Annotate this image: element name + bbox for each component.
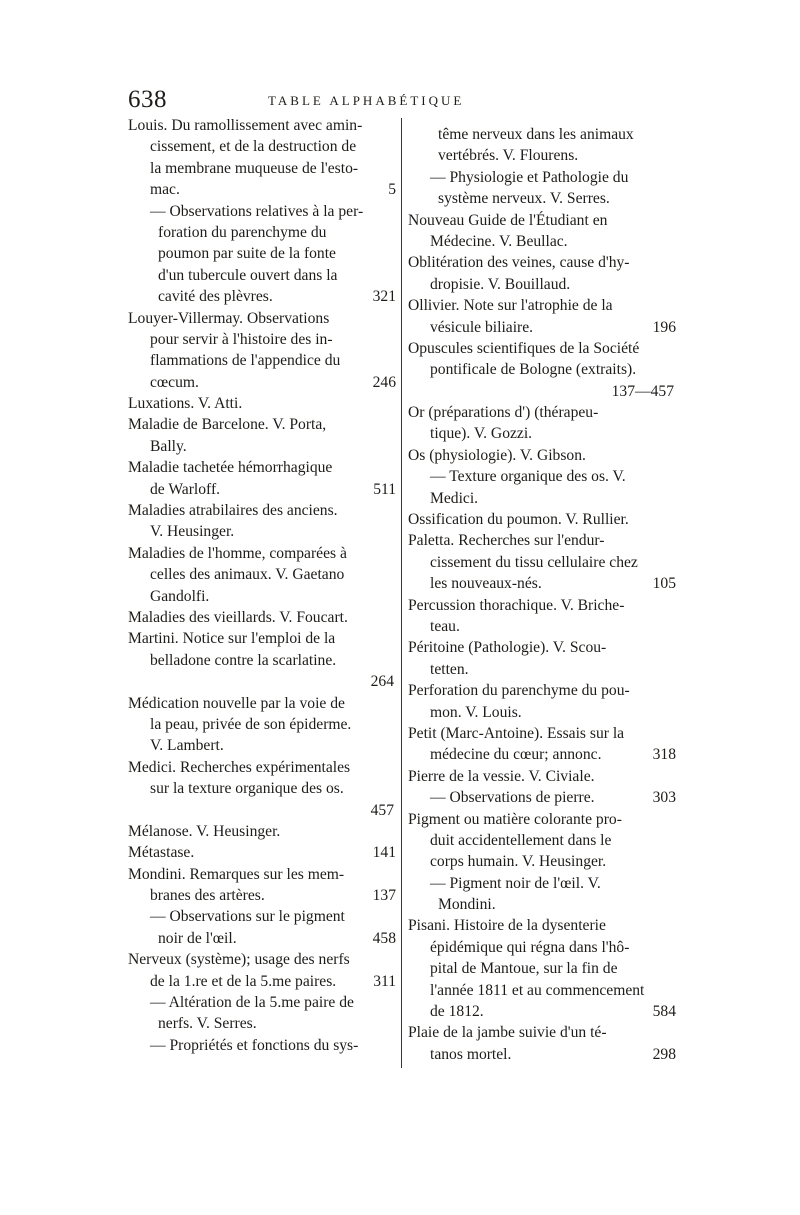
entry-line (128, 201, 398, 222)
page-header (128, 86, 680, 116)
entry-line (128, 543, 398, 564)
index-entry (408, 530, 678, 594)
page-reference: 264 (370, 673, 394, 691)
entry-line (408, 766, 678, 787)
index-entry (128, 543, 398, 607)
entry-line (408, 637, 678, 658)
page-reference: 5 (388, 181, 396, 199)
index-entry (128, 821, 398, 842)
entry-line (128, 778, 398, 799)
index-entry (408, 915, 678, 1022)
index-entry (408, 766, 678, 809)
left-column (128, 115, 398, 1056)
entry-text: Or (préparations d') (thérapeu- (408, 404, 599, 422)
entry-text: la membrane muqueuse de l'esto- (150, 159, 359, 177)
entry-line (408, 359, 678, 380)
entry-text: Mélanose. V. Heusinger. (128, 822, 281, 840)
entry-line (408, 530, 678, 551)
entry-line (408, 317, 678, 338)
index-entry (408, 680, 678, 723)
entry-text: Nouveau Guide de l'Étudiant en (408, 211, 608, 229)
index-entry (408, 509, 678, 530)
entry-text: Os (physiologie). V. Gibson. (408, 446, 586, 464)
page-reference: 321 (372, 288, 396, 306)
entry-text: mon. V. Louis. (430, 703, 522, 721)
entry-line (128, 992, 398, 1013)
entry-line (408, 466, 678, 487)
entry-line (128, 885, 398, 906)
page-reference: 457 (370, 801, 394, 819)
entry-line (408, 680, 678, 701)
entry-text: de la 1.re et de la 5.me paires. (150, 972, 337, 990)
entry-line (408, 937, 678, 958)
page-reference: 196 (652, 318, 676, 336)
entry-text: Pierre de la vessie. V. Civiale. (408, 767, 595, 785)
entry-text: tetten. (430, 660, 469, 678)
entry-line (408, 402, 678, 423)
entry-text: Pigment ou matière colorante pro- (408, 810, 622, 828)
entry-text: Opuscules scientifiques de la Société (408, 339, 640, 357)
entry-text: les nouveaux-nés. (430, 575, 542, 593)
entry-text: poumon par suite de la fonte (158, 245, 336, 263)
index-entry (408, 124, 678, 210)
entry-line (128, 479, 398, 500)
entry-text: cœcum. (150, 373, 199, 391)
entry-line (128, 1035, 398, 1056)
entry-text: Perforation du parenchyme du pou- (408, 682, 630, 700)
entry-text: Péritoine (Pathologie). V. Scou- (408, 639, 607, 657)
entry-text: d'un tubercule ouvert dans la (158, 266, 338, 284)
entry-line (128, 906, 398, 927)
entry-text: dropisie. V. Bouillaud. (430, 275, 571, 293)
index-entry (128, 393, 398, 414)
entry-text: Percussion thorachique. V. Briche- (408, 596, 625, 614)
entry-text: Paletta. Recherches sur l'endur- (408, 532, 605, 550)
entry-line (408, 915, 678, 936)
entry-line (408, 787, 678, 808)
entry-line (408, 573, 678, 594)
entry-line (408, 552, 678, 573)
entry-text: l'année 1811 et au commencement (430, 981, 645, 999)
entry-line (128, 628, 398, 649)
entry-text: Martini. Notice sur l'emploi de la (128, 630, 336, 648)
index-entry (408, 445, 678, 509)
entry-text: cissement du tissu cellulaire chez (430, 553, 638, 571)
index-entry (408, 595, 678, 638)
entry-line (408, 338, 678, 359)
entry-line (128, 243, 398, 264)
entry-text: flammations de l'appendice du (150, 352, 341, 370)
entry-line (128, 521, 398, 542)
column-divider (401, 118, 402, 1068)
entry-line (408, 809, 678, 830)
index-entry (408, 252, 678, 295)
entry-text: V. Heusinger. (150, 523, 235, 541)
entry-text: foration du parenchyme du (158, 223, 327, 241)
entry-text: Pisani. Histoire de la dysenterie (408, 917, 606, 935)
entry-text: Oblitération des veines, cause d'hy- (408, 254, 630, 272)
entry-line (408, 252, 678, 273)
entry-text: Luxations. V. Atti. (128, 395, 243, 413)
entry-line (128, 564, 398, 585)
entry-line (128, 693, 398, 714)
entry-line (128, 136, 398, 157)
entry-line (408, 980, 678, 1001)
entry-text: — Propriétés et fonctions du sys- (150, 1036, 359, 1054)
entry-line (128, 179, 398, 200)
entry-line (128, 436, 398, 457)
entry-line (408, 958, 678, 979)
entry-text: — Physiologie et Pathologie du (430, 168, 629, 186)
entry-line (408, 188, 678, 209)
entry-text: Petit (Marc-Antoine). Essais sur la (408, 724, 625, 742)
entry-text: — Observations de pierre. (430, 789, 595, 807)
entry-line (128, 800, 398, 821)
index-entry (128, 115, 398, 308)
entry-line (128, 393, 398, 414)
entry-text: Bally. (150, 437, 187, 455)
entry-line (128, 971, 398, 992)
entry-line (128, 842, 398, 863)
index-entry (408, 809, 678, 916)
entry-line (128, 286, 398, 307)
entry-text: tême nerveux dans les animaux (438, 126, 634, 143)
entry-line (128, 928, 398, 949)
entry-text: Plaie de la jambe suivie d'un té- (408, 1024, 607, 1042)
entry-line (128, 864, 398, 885)
entry-line (128, 650, 398, 671)
running-title: TABLE ALPHABÉTIQUE (268, 93, 465, 108)
entry-text: Medici. Recherches expérimentales (128, 758, 351, 776)
entry-line (128, 308, 398, 329)
entry-line (408, 616, 678, 637)
entry-line (128, 265, 398, 286)
entry-text: belladone contre la scarlatine. (150, 651, 337, 669)
entry-text: cavité des plèvres. (158, 288, 273, 306)
entry-text: vertébrés. V. Flourens. (438, 147, 579, 165)
entry-text: la peau, privée de son épiderme. (150, 715, 352, 733)
entry-text: de 1812. (430, 1003, 484, 1021)
entry-line (128, 414, 398, 435)
index-entry (128, 693, 398, 757)
page-reference: 458 (372, 929, 396, 947)
entry-text: Medici. (430, 489, 479, 507)
entry-text: — Observations relatives à la per- (150, 202, 364, 220)
entry-text: médecine du cœur; annonc. (430, 746, 602, 764)
index-entry (408, 1022, 678, 1065)
entry-line (128, 607, 398, 628)
entry-text: nerfs. V. Serres. (158, 1015, 257, 1033)
index-entry (128, 607, 398, 628)
page-reference: 511 (373, 480, 396, 498)
page-reference: 105 (652, 575, 676, 593)
page-reference: 311 (373, 972, 396, 990)
entry-line (128, 158, 398, 179)
entry-line (128, 821, 398, 842)
entry-line (408, 210, 678, 231)
entry-line (408, 445, 678, 466)
entry-line (128, 1013, 398, 1034)
entry-text: Médication nouvelle par la voie de (128, 694, 345, 712)
entry-text: sur la texture organique des os. (150, 780, 344, 798)
entry-line (408, 894, 678, 915)
entry-text: pour servir à l'histoire des in- (150, 330, 333, 348)
index-entry (408, 402, 678, 445)
entry-text: Ossification du poumon. V. Rullier. (408, 511, 629, 529)
entry-text: — Texture organique des os. V. (430, 468, 626, 486)
entry-line (128, 949, 398, 970)
index-entry (408, 338, 678, 402)
page-reference: 137 (372, 887, 396, 905)
entry-line (128, 350, 398, 371)
entry-line (128, 735, 398, 756)
entry-text: de Warloff. (150, 480, 221, 498)
entry-line (408, 1001, 678, 1022)
index-entry (408, 295, 678, 338)
page-number: 638 (128, 86, 167, 113)
entry-text: Mondini. Remarques sur les mem- (128, 865, 345, 883)
entry-text: Nerveux (système); usage des nerfs (128, 951, 350, 969)
entry-line (408, 595, 678, 616)
entry-text: pital de Mantoue, sur la fin de (430, 960, 618, 978)
entry-text: Maladie tachetée hémorrhagique (128, 459, 333, 477)
index-entry (408, 723, 678, 766)
entry-line (128, 115, 398, 136)
index-entry (408, 637, 678, 680)
entry-line (408, 659, 678, 680)
index-entry (128, 457, 398, 500)
index-entry (128, 842, 398, 863)
entry-line (408, 423, 678, 444)
entry-line (408, 167, 678, 188)
page-reference: 318 (652, 746, 676, 764)
entry-text: Mondini. (438, 896, 496, 914)
entry-line (408, 274, 678, 295)
entry-line (128, 757, 398, 778)
entry-line (408, 231, 678, 252)
entry-text: noir de l'œil. (158, 929, 237, 947)
entry-text: Maladie de Barcelone. V. Porta, (128, 416, 327, 434)
entry-text: Maladies des vieillards. V. Foucart. (128, 608, 348, 626)
index-entry (128, 757, 398, 821)
index-entry (128, 949, 398, 1056)
entry-text: — Observations sur le pigment (150, 908, 345, 926)
page-reference: 246 (372, 373, 396, 391)
entry-text: Médecine. V. Beullac. (430, 232, 568, 250)
index-entry (128, 864, 398, 950)
entry-line (408, 488, 678, 509)
entry-text: — Pigment noir de l'œil. V. (430, 874, 601, 892)
entry-text: vésicule biliaire. (430, 318, 534, 336)
entry-line (408, 509, 678, 530)
entry-text: Ollivier. Note sur l'atrophie de la (408, 297, 613, 315)
entry-text: mac. (150, 181, 180, 199)
entry-line (128, 457, 398, 478)
entry-line (408, 702, 678, 723)
entry-text: Maladies de l'homme, comparées à (128, 544, 347, 562)
entry-text: cissement, et de la destruction de (150, 138, 357, 156)
entry-line (128, 671, 398, 692)
entry-text: — Altération de la 5.me paire de (150, 994, 354, 1012)
page-reference: 584 (652, 1003, 676, 1021)
entry-line (128, 500, 398, 521)
index-entry (128, 414, 398, 457)
page-reference: 298 (652, 1045, 676, 1063)
entry-line (408, 124, 678, 145)
entry-text: Louis. Du ramollissement avec amin- (128, 117, 363, 134)
entry-line (408, 145, 678, 166)
index-entry (128, 308, 398, 394)
entry-line (408, 830, 678, 851)
entry-line (128, 222, 398, 243)
entry-line (408, 295, 678, 316)
page-reference: 137—457 (611, 382, 674, 400)
entry-text: tique). V. Gozzi. (430, 425, 533, 443)
entry-text: pontificale de Bologne (extraits). (430, 361, 637, 379)
entry-text: épidémique qui régna dans l'hô- (430, 938, 630, 956)
index-entry (408, 210, 678, 253)
entry-text: branes des artères. (150, 887, 265, 905)
entry-text: V. Lambert. (150, 737, 224, 755)
entry-line (408, 381, 678, 402)
entry-line (408, 744, 678, 765)
entry-text: duit accidentellement dans le (430, 831, 612, 849)
entry-line (128, 714, 398, 735)
entry-line (408, 1022, 678, 1043)
index-entry (128, 628, 398, 692)
entry-line (408, 723, 678, 744)
entry-text: système nerveux. V. Serres. (438, 190, 610, 208)
entry-line (128, 372, 398, 393)
right-column (408, 124, 678, 1065)
entry-text: Louyer-Villermay. Observations (128, 309, 330, 327)
entry-text: celles des animaux. V. Gaetano (150, 566, 345, 584)
entry-text: Maladies atrabilaires des anciens. (128, 502, 338, 520)
entry-line (128, 586, 398, 607)
page-reference: 141 (372, 844, 396, 862)
entry-text: corps humain. V. Heusinger. (430, 853, 607, 871)
entry-text: Métastase. (128, 844, 195, 862)
index-entry (128, 500, 398, 543)
entry-line (408, 873, 678, 894)
entry-text: Gandolfi. (150, 587, 210, 605)
entry-text: tanos mortel. (430, 1045, 512, 1063)
entry-line (408, 1044, 678, 1065)
page-reference: 303 (652, 789, 676, 807)
entry-line (408, 851, 678, 872)
entry-text: teau. (430, 617, 460, 635)
entry-line (128, 329, 398, 350)
